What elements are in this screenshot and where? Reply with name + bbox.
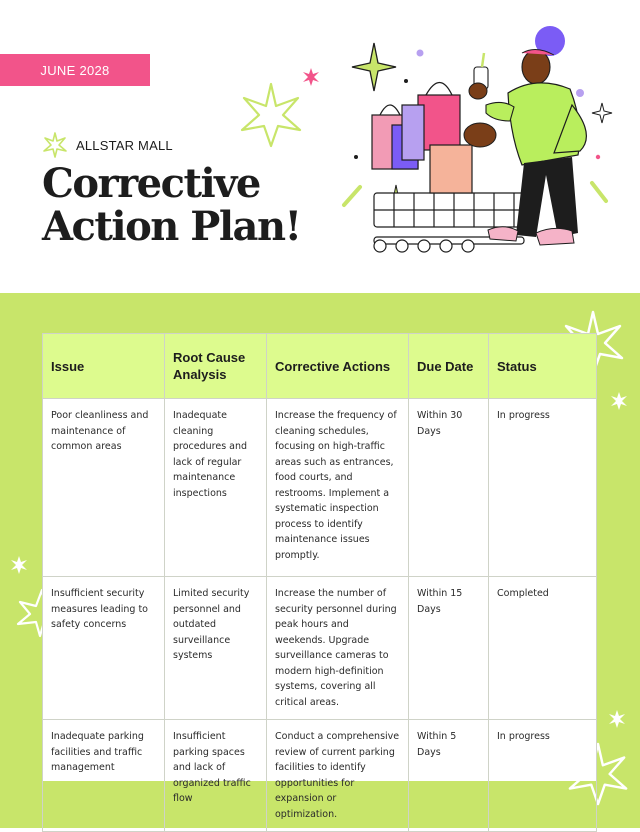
column-header-corrective-actions: Corrective Actions xyxy=(267,334,409,399)
sparkle-icon xyxy=(10,556,28,574)
table-row xyxy=(43,577,597,720)
star-outline-icon xyxy=(42,132,68,158)
cell-corrective-actions: Conduct a comprehensive review of current parking facilities to identify opportunities for expansion or optimization. xyxy=(267,720,409,832)
cell-due-date: Within 15 Days xyxy=(409,577,489,720)
cell-status: In progress xyxy=(489,399,597,577)
cell-status: Completed xyxy=(489,577,597,720)
brand-row xyxy=(42,132,173,158)
cell-root-cause: Limited security personnel and outdated surveillance systems xyxy=(165,577,267,720)
cell-issue: Inadequate parking facilities and traffic management xyxy=(43,720,165,832)
cell-root-cause: Insufficient parking spaces and lack of organized traffic flow xyxy=(165,720,267,832)
title-line-1: Corrective xyxy=(42,160,260,207)
sparkle-icon xyxy=(610,392,628,410)
table-row xyxy=(43,720,597,832)
cell-root-cause: Inadequate cleaning procedures and lack of regular maintenance inspections xyxy=(165,399,267,577)
page-title xyxy=(42,162,342,248)
pink-sparkle-icon xyxy=(302,68,320,86)
cell-issue: Insufficient security measures leading to safety concerns xyxy=(43,577,165,720)
action-table xyxy=(42,333,597,832)
cell-issue: Poor cleanliness and maintenance of common areas xyxy=(43,399,165,577)
cell-status: In progress xyxy=(489,720,597,832)
column-header-status: Status xyxy=(489,334,597,399)
cell-due-date: Within 30 Days xyxy=(409,399,489,577)
cell-corrective-actions: Increase the number of security personnel during peak hours and weekends. Upgrade surveillance cameras to modern high-definition systems, covering all critical areas. xyxy=(267,577,409,720)
sparkle-icon xyxy=(608,710,626,728)
column-header-root-cause: Root Cause Analysis xyxy=(165,334,267,399)
star-outline-icon xyxy=(238,82,304,148)
title-line-2: Action Plan! xyxy=(42,203,301,250)
shopping-cart-illustration xyxy=(340,25,620,260)
cell-due-date: Within 5 Days xyxy=(409,720,489,832)
table-row xyxy=(43,399,597,577)
column-header-issue: Issue xyxy=(43,334,165,399)
table-header-row xyxy=(43,334,597,399)
date-badge: JUNE 2028 xyxy=(0,54,150,86)
corrective-action-table xyxy=(42,333,596,820)
cell-corrective-actions: Increase the frequency of cleaning schedules, focusing on high-traffic areas such as entrances, food courts, and restrooms. Implement a systematic inspection process to identify maintenance issues promptly. xyxy=(267,399,409,577)
brand-name: ALLSTAR MALL xyxy=(76,137,173,153)
column-header-due-date: Due Date xyxy=(409,334,489,399)
